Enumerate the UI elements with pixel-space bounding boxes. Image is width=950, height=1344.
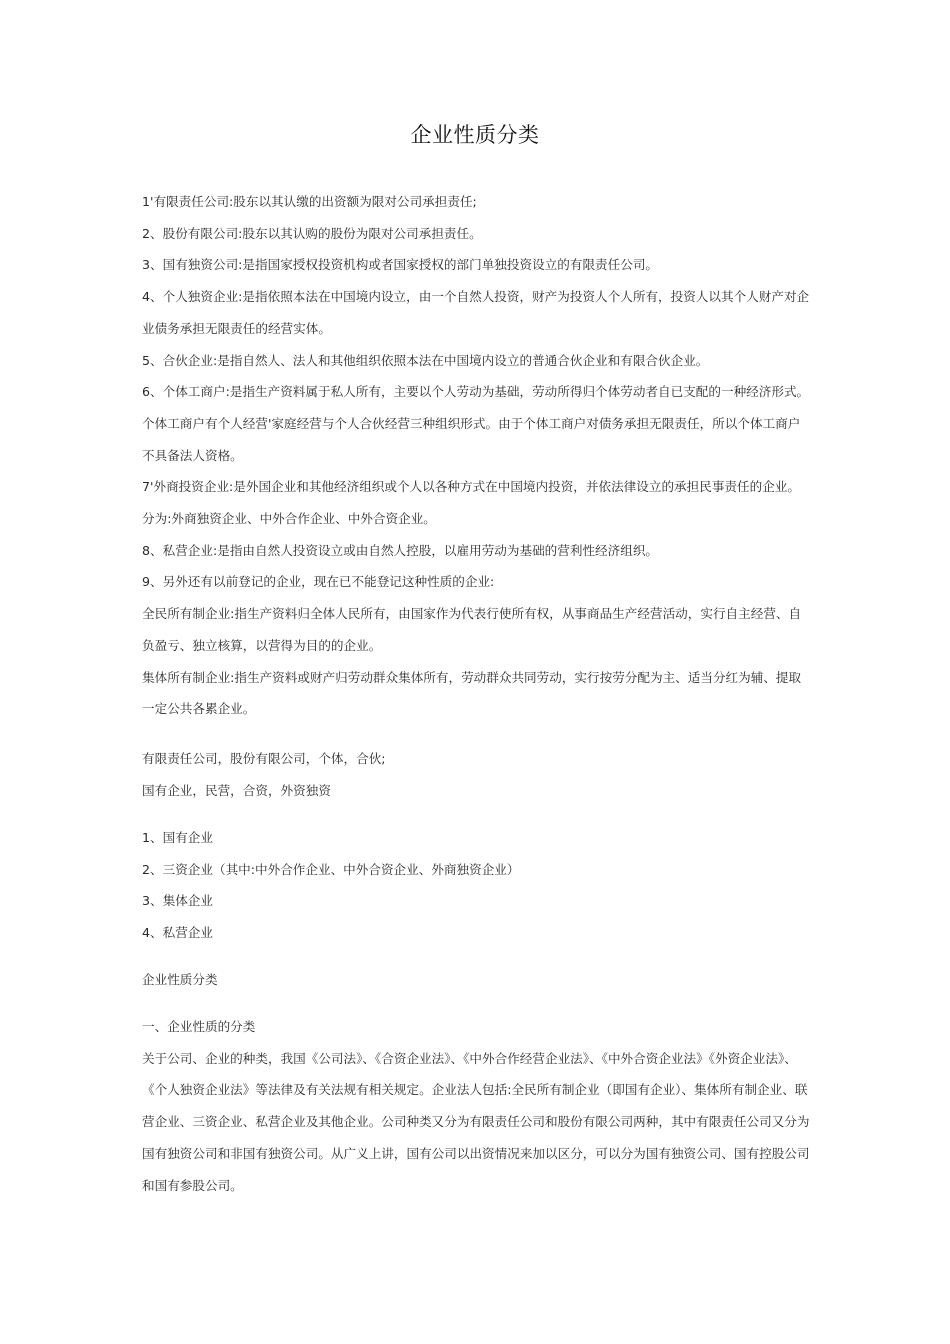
paragraph-foreign-investment: 7'外商投资企业:是外国企业和其他经济组织或个人以各种方式在中国境内投资，并依法律设立的承担民事责任的企业。分为:外商独资企业、中外合作企业、中外合资企业。 [142,479,800,527]
subsection-heading: 一、企业性质的分类 [142,1019,256,1034]
list-item: 3、集体企业 [142,893,213,909]
section-heading [142,964,810,996]
paragraph-private-enterprise: 8、私营企业:是指由自然人投资设立或由自然人控股，以雇用劳动为基础的营利性经济组织。 [142,542,659,558]
summary-section [142,743,810,806]
paragraph-state-sole-proprietorship: 3、国有独资公司:是指国家授权投资机构或者国家授权的部门单独投资设立的有限责任公司。 [142,257,659,273]
paragraph-partnership: 5、合伙企业:是指自然人、法人和其他组织依照本法在中国境内设立的普通合伙企业和有限合伙企业。 [142,352,709,368]
list-item: 2、三资企业（其中:中外合作企业、中外合资企业、外商独资企业） [142,861,520,877]
classification-section [142,1011,810,1201]
summary-line: 国有企业，民营，合资，外资独资 [142,782,331,798]
paragraph-state-owned-enterprise: 全民所有制企业:指生产资料归全体人民所有，由国家作为代表行使所有权，从事商品生产经营活动，实行自主经营、自负盈亏、独立核算，以营得为目的的企业。 [142,606,802,653]
paragraph-limited-liability-company: 1'有限责任公司:股东以其认缴的出资额为限对公司承担责任; [142,194,477,209]
list-item: 1、国有企业 [142,830,213,845]
paragraph-collective-enterprise: 集体所有制企业:指生产资料或财产归劳动群众集体所有，劳动群众共同劳动，实行按劳分配为主、适当分红为辅、提取一定公共各累企业。 [142,669,802,717]
section-heading-text: 企业性质分类 [142,972,218,987]
paragraph-individual-business: 6、个体工商户:是指生产资料属于私人所有，主要以个人劳动为基础，劳动所得归个体劳动者自已支配的一种经济形式。个体工商户有个人经营'家庭经营与个人合伙经营三种组织形式。由于个体工商户对债务承担无限责任，所以个体工商户不具备法人资格。 [142,384,810,463]
paragraph-legacy-enterprises: 9、另外还有以前登记的企业，现在已不能登记这种性质的企业: [142,574,495,590]
numbered-list [142,822,810,949]
paragraph-classification-details: 关于公司、企业的种类，我国《公司法》、《合资企业法》、《中外合作经营企业法》、《中外合资企业法》《外资企业法》、《个人独资企业法》等法律及有关法规有相关规定。企业法人包括:全民所有制企业（即国有企业）、集体所有制企业、联营企业、三资企业、私营企业及其他企业。公司种类又分为有限责任公司和股份有限公司两种，其中有限责任公司又分为国有独资公司和非国有独资公司。从广义上讲，国有公司以出资情况来加以区分，可以分为国有独资公司、国有控股公司和国有参股公司。 [142,1050,810,1193]
paragraph-individual-sole-proprietorship: 4、个人独资企业:是指依照本法在中国境内设立，由一个自然人投资，财产为投资人个人所有，投资人以其个人财产对企业债务承担无限责任的经营实体。 [142,289,810,336]
summary-line: 有限责任公司，股份有限公司，个体，合伙; [142,751,386,766]
document-title: 企业性质分类 [410,123,540,147]
list-item: 4、私营企业 [142,925,213,941]
enterprise-types-section [142,186,810,725]
paragraph-joint-stock-company: 2、股份有限公司:股东以其认购的股份为限对公司承担责任。 [142,225,482,241]
